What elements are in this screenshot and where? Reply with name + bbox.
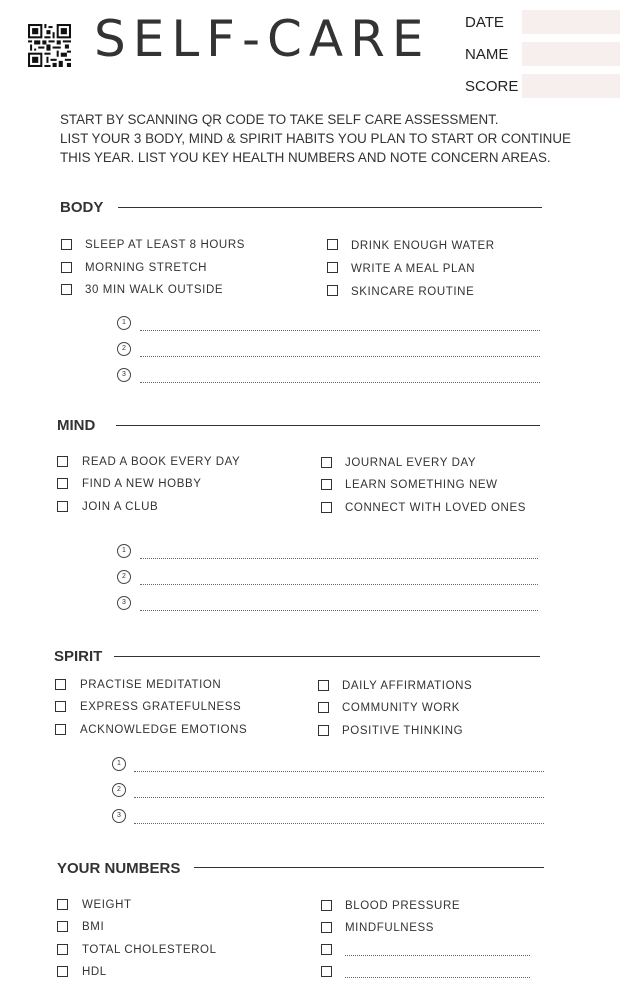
writing-line[interactable] [345, 977, 530, 978]
section-title-your-numbers: YOUR NUMBERS [57, 860, 181, 877]
checkbox[interactable] [318, 680, 329, 691]
section-divider [116, 425, 540, 426]
writing-line[interactable] [140, 584, 538, 585]
number-badge: 2 [117, 570, 131, 584]
checkbox-label: EXPRESS GRATEFULNESS [80, 701, 242, 713]
checkbox-label: SLEEP AT LEAST 8 HOURS [85, 239, 245, 251]
writing-line[interactable] [140, 610, 538, 611]
writing-line[interactable] [134, 771, 544, 772]
checkbox-label: SKINCARE ROUTINE [351, 286, 475, 298]
instructions [60, 110, 600, 167]
checkbox-label: PRACTISE MEDITATION [80, 679, 222, 691]
checkbox[interactable] [321, 900, 332, 911]
checkbox[interactable] [55, 724, 66, 735]
checkbox[interactable] [57, 899, 68, 910]
number-badge: 1 [117, 316, 131, 330]
writing-line[interactable] [345, 955, 530, 956]
checkbox-label: ACKNOWLEDGE EMOTIONS [80, 724, 248, 736]
checkbox-label: WRITE A MEAL PLAN [351, 263, 476, 275]
score-field[interactable] [522, 74, 620, 98]
checkbox-label: POSITIVE THINKING [342, 725, 464, 737]
number-badge: 2 [112, 783, 126, 797]
section-divider [118, 207, 542, 208]
checkbox-label: READ A BOOK EVERY DAY [82, 456, 241, 468]
checkbox-label: 30 MIN WALK OUTSIDE [85, 284, 224, 296]
checkbox-label: DRINK ENOUGH WATER [351, 240, 495, 252]
page-title: SELF-CARE [94, 10, 431, 68]
instruction-line: START BY SCANNING QR CODE TO TAKE SELF CARE ASSESSMENT. [60, 112, 499, 127]
checkbox-label: WEIGHT [82, 899, 132, 911]
date-field[interactable] [522, 10, 620, 34]
checkbox[interactable] [321, 457, 332, 468]
checkbox[interactable] [321, 502, 332, 513]
checkbox-label: MINDFULNESS [345, 922, 435, 934]
qr-code-icon[interactable] [28, 24, 71, 67]
section-title-body: BODY [60, 199, 104, 216]
section-title-spirit: SPIRIT [54, 648, 103, 665]
checkbox-label: TOTAL CHOLESTEROL [82, 944, 217, 956]
name-label: NAME [465, 46, 509, 63]
section-divider [194, 867, 544, 868]
number-badge: 3 [117, 596, 131, 610]
checkbox[interactable] [57, 478, 68, 489]
checkbox[interactable] [327, 262, 338, 273]
checkbox[interactable] [57, 456, 68, 467]
score-label: SCORE [465, 78, 519, 95]
checkbox[interactable] [55, 679, 66, 690]
name-field[interactable] [522, 42, 620, 66]
checkbox[interactable] [57, 501, 68, 512]
writing-line[interactable] [140, 382, 540, 383]
checkbox[interactable] [61, 262, 72, 273]
checkbox-label: CONNECT WITH LOVED ONES [345, 502, 526, 514]
checkbox-label: LEARN SOMETHING NEW [345, 479, 498, 491]
checkbox[interactable] [321, 922, 332, 933]
checkbox[interactable] [321, 966, 332, 977]
checkbox-label: COMMUNITY WORK [342, 702, 461, 714]
checkbox-label: BMI [82, 921, 105, 933]
checkbox[interactable] [57, 966, 68, 977]
section-title-mind: MIND [57, 417, 96, 434]
checkbox[interactable] [318, 725, 329, 736]
checkbox[interactable] [57, 944, 68, 955]
checkbox[interactable] [61, 284, 72, 295]
checkbox[interactable] [55, 701, 66, 712]
checkbox[interactable] [318, 702, 329, 713]
number-badge: 1 [112, 757, 126, 771]
instruction-line: LIST YOUR 3 BODY, MIND & SPIRIT HABITS YOU PLAN TO START OR CONTINUE [60, 131, 571, 146]
checkbox[interactable] [321, 479, 332, 490]
checkbox-label: JOIN A CLUB [82, 501, 159, 513]
instruction-line: THIS YEAR. LIST YOU KEY HEALTH NUMBERS AND NOTE CONCERN AREAS. [60, 150, 551, 165]
section-divider [114, 656, 540, 657]
date-label: DATE [465, 14, 504, 31]
writing-line[interactable] [140, 558, 538, 559]
writing-line[interactable] [140, 356, 540, 357]
checkbox[interactable] [57, 921, 68, 932]
checkbox-label: HDL [82, 966, 107, 978]
number-badge: 3 [112, 809, 126, 823]
number-badge: 3 [117, 368, 131, 382]
number-badge: 1 [117, 544, 131, 558]
checkbox[interactable] [327, 285, 338, 296]
checkbox[interactable] [327, 239, 338, 250]
checkbox-label: MORNING STRETCH [85, 262, 208, 274]
checkbox[interactable] [321, 944, 332, 955]
checkbox-label: JOURNAL EVERY DAY [345, 457, 477, 469]
number-badge: 2 [117, 342, 131, 356]
checkbox[interactable] [61, 239, 72, 250]
writing-line[interactable] [134, 823, 544, 824]
checkbox-label: FIND A NEW HOBBY [82, 478, 202, 490]
writing-line[interactable] [134, 797, 544, 798]
checkbox-label: BLOOD PRESSURE [345, 900, 461, 912]
writing-line[interactable] [140, 330, 540, 331]
checkbox-label: DAILY AFFIRMATIONS [342, 680, 473, 692]
